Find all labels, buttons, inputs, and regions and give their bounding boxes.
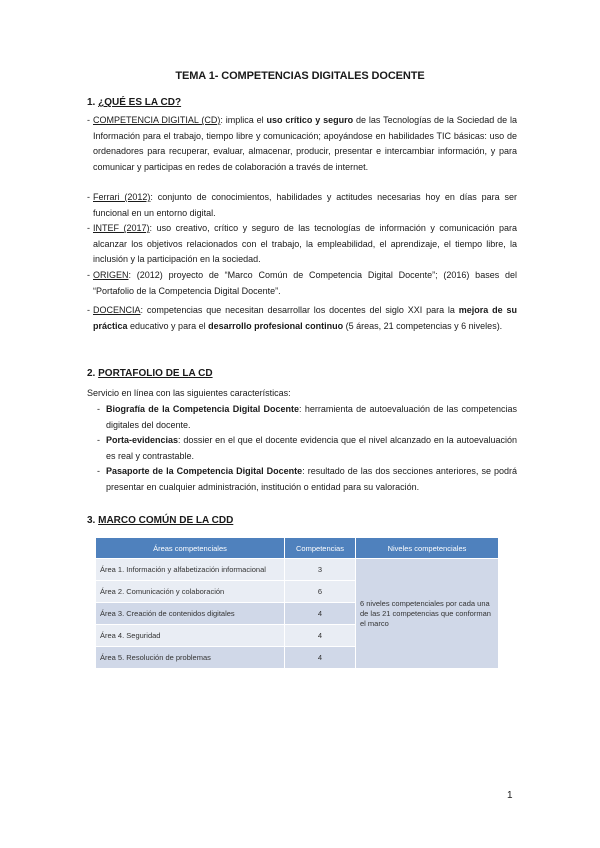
section-2-title: PORTAFOLIO DE LA CD <box>98 368 213 379</box>
section-2-number: 2. <box>87 368 96 379</box>
area-cell: Área 5. Resolución de problemas <box>96 647 285 669</box>
section-3-title: MARCO COMÚN DE LA CDD <box>98 515 234 526</box>
section-2-intro: Servicio en línea con las siguientes características: <box>87 388 291 398</box>
competencias-cell: 4 <box>285 625 356 647</box>
table-header-niveles: Niveles competenciales <box>356 538 499 559</box>
section-2-heading <box>87 368 213 379</box>
area-cell: Área 4. Seguridad <box>96 625 285 647</box>
portfolio-item: - Porta-evidencias: dossier en el que el docente evidencia que el nivel alcanzado en la autoevaluación es real y contrastable. <box>97 435 517 461</box>
competencias-cell: 3 <box>285 559 356 581</box>
section-3-number: 3. <box>87 515 96 526</box>
niveles-cell: 6 niveles competenciales por cada una de las 21 competencias que conforman el marco <box>356 559 499 669</box>
portfolio-item: - Biografía de la Competencia Digital Docente: herramienta de autoevaluación de las competencias digitales del docente. <box>97 404 517 430</box>
table-row <box>96 559 499 581</box>
table-header-row <box>96 538 499 559</box>
competencias-cell: 6 <box>285 581 356 603</box>
definition-term: INTEF (2017) <box>93 223 150 233</box>
definition-item: - COMPETENCIA DIGITIAL (CD): implica el uso crítico y seguro de las Tecnologías de la Sociedad de la Información para el trabajo, tiempo libre y comunicación; apoyándose en habilidades TIC básicas: uso de ordenadores para recuperar, evaluar, almacenar, producir, presentar e intercambiar información, y para comunicar y participas en redes de colaboración a través de internet. <box>87 115 517 172</box>
competencias-cell: 4 <box>285 647 356 669</box>
definition-term: Ferrari (2012) <box>93 192 151 202</box>
section-1-title: ¿QUÉ ES LA CD? <box>98 97 182 108</box>
page-number: 1 <box>507 790 513 801</box>
document-title: TEMA 1- COMPETENCIAS DIGITALES DOCENTE <box>175 70 425 82</box>
framework-table <box>95 537 499 669</box>
section-3-heading <box>87 515 233 526</box>
portfolio-item: - Pasaporte de la Competencia Digital Docente: resultado de las dos secciones anteriores, se podrá presentar en cualquier administración, institución o entidad para su valoración. <box>97 466 518 492</box>
section-1-number: 1. <box>87 97 96 108</box>
area-cell: Área 2. Comunicación y colaboración <box>96 581 285 603</box>
area-cell: Área 3. Creación de contenidos digitales <box>96 603 285 625</box>
table-header-areas: Áreas competenciales <box>96 538 285 559</box>
definition-term: COMPETENCIA DIGITIAL (CD) <box>93 115 221 125</box>
definition-term: DOCENCIA <box>93 305 141 315</box>
definition-term: ORIGEN <box>93 270 129 280</box>
definition-item: - ORIGEN: (2012) proyecto de “Marco Común de Competencia Digital Docente”; (2016) bases del “Portafolio de la Competencia Digital Docente”. <box>87 270 517 296</box>
definition-item: - INTEF (2017): uso creativo, crítico y seguro de las tecnologías de información y comunicación para alcanzar los objetivos relacionados con el trabajo, la empleabilidad, el aprendizaje, el tiempo libre, la inclusión y la participación en la sociedad. <box>87 223 517 264</box>
definition-item: - Ferrari (2012): conjunto de conocimientos, habilidades y actitudes necesarias hoy en días para ser funcional en un entorno digital. <box>87 192 518 218</box>
section-1-heading <box>87 97 181 108</box>
definition-item: - DOCENCIA: competencias que necesitan desarrollar los docentes del siglo XXI para la mejora de su práctica educativo y para el desarrollo profesional continuo (5 áreas, 21 competencias y 6 niveles). <box>87 305 517 331</box>
table-header-competencias: Competencias <box>285 538 356 559</box>
competencias-cell: 4 <box>285 603 356 625</box>
area-cell: Área 1. Información y alfabetización informacional <box>96 559 285 581</box>
